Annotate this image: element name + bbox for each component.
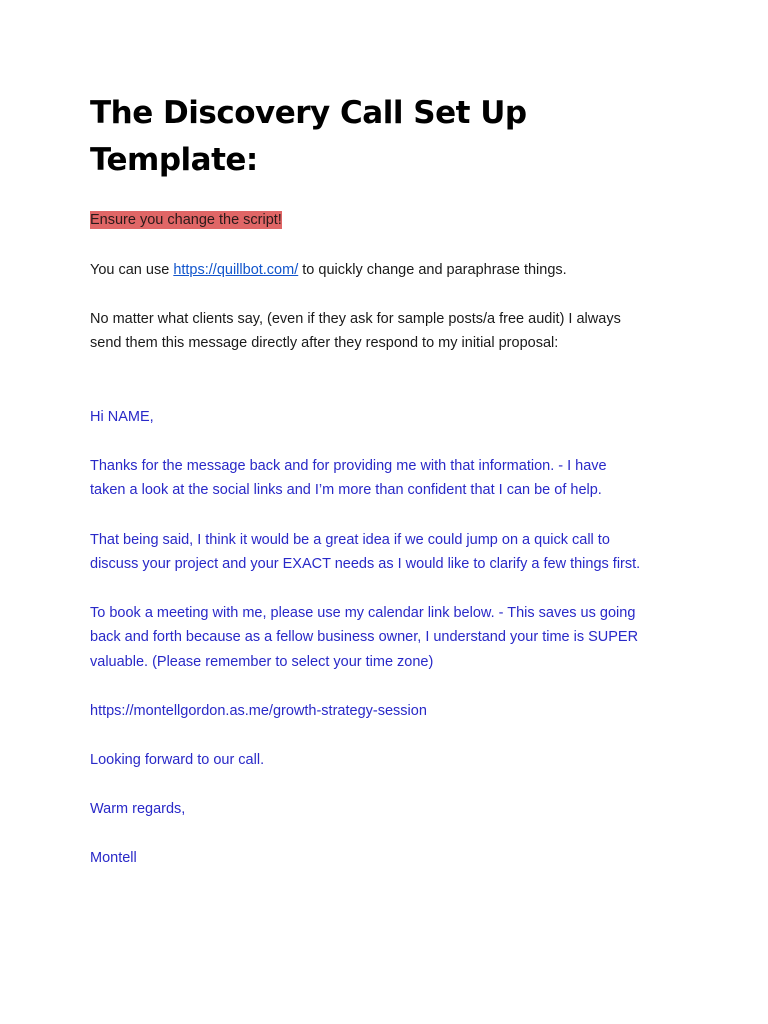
- message-p1-line-1: Thanks for the message back and for providing me with that information. - I have: [90, 458, 607, 474]
- message-p3-line-1: To book a meeting with me, please use my calendar link below. - This saves us going: [90, 605, 636, 621]
- message-p3-line-3: valuable. (Please remember to select your time zone): [90, 654, 434, 670]
- tool-text-after: to quickly change and paraphrase things.: [298, 262, 567, 278]
- message-closing: Looking forward to our call.: [90, 752, 265, 768]
- tool-text-before: You can use: [90, 262, 174, 278]
- tool-line: [90, 260, 567, 280]
- calendar-link-text: https://montellgordon.as.me/growth-strategy-session: [90, 703, 427, 719]
- page-title-line-1: The Discovery Call Set Up: [90, 95, 527, 131]
- warning-line: [90, 210, 282, 230]
- highlighted-warning: Ensure you change the script!: [90, 212, 282, 228]
- message-p3-line-2: back and forth because as a fellow business owner, I understand your time is SUPER: [90, 629, 639, 645]
- page-title-line-2: Template:: [90, 142, 258, 178]
- message-p1-line-2: taken a look at the social links and I’m more than confident that I can be of help.: [90, 482, 602, 498]
- quillbot-link[interactable]: https://quillbot.com/: [173, 262, 299, 278]
- message-regards: Warm regards,: [90, 801, 186, 817]
- intro-line-1: No matter what clients say, (even if they ask for sample posts/a free audit) I always: [90, 311, 621, 327]
- message-p2-line-1: That being said, I think it would be a great idea if we could jump on a quick call to: [90, 532, 610, 548]
- message-greeting: Hi NAME,: [90, 409, 154, 425]
- message-p2-line-2: discuss your project and your EXACT needs as I would like to clarify a few things first.: [90, 556, 641, 572]
- message-signature: Montell: [90, 850, 137, 866]
- intro-line-2: send them this message directly after they respond to my initial proposal:: [90, 335, 559, 351]
